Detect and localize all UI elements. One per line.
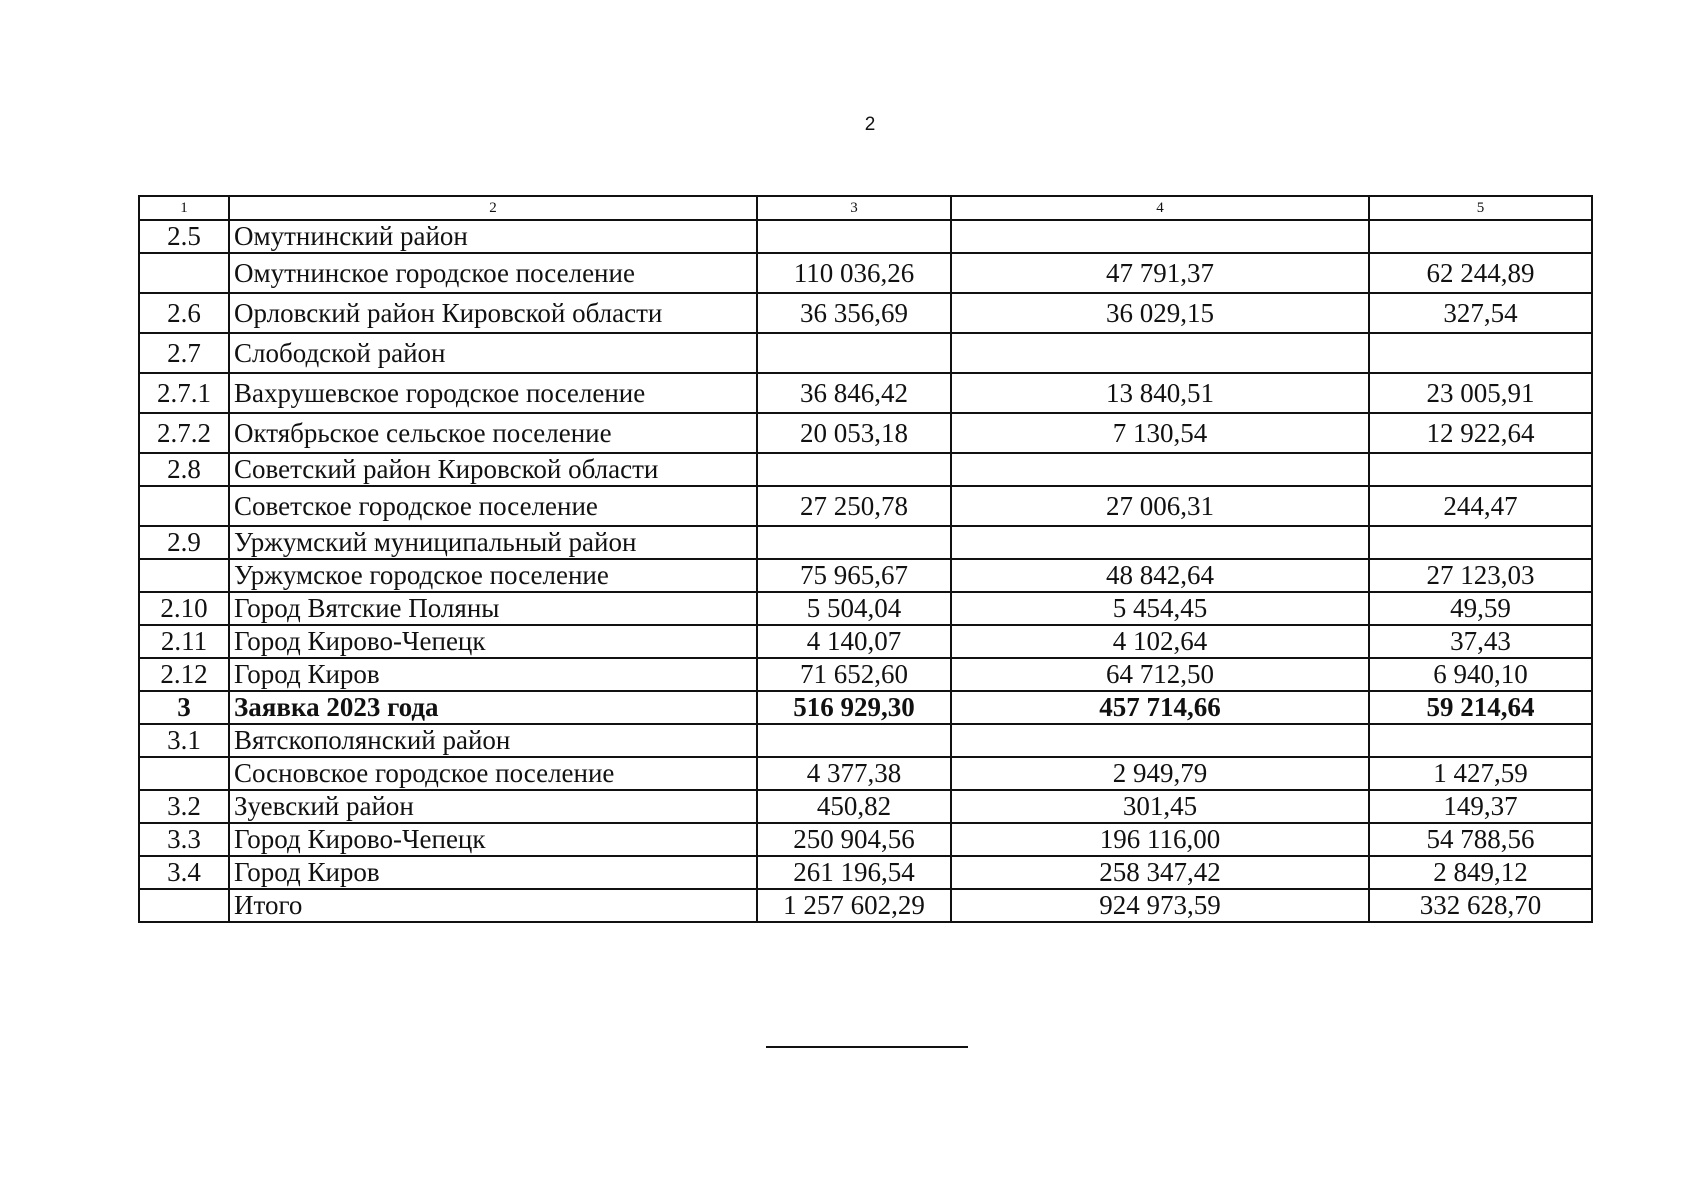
row-number-cell — [139, 889, 229, 922]
row-value-col5: 49,59 — [1369, 592, 1592, 625]
row-value-col4: 27 006,31 — [951, 486, 1369, 526]
data-table — [138, 195, 1593, 923]
row-value-col4 — [951, 333, 1369, 373]
row-name-cell: Вахрушевское городское поселение — [229, 373, 757, 413]
table-row — [139, 823, 1592, 856]
table-row — [139, 889, 1592, 922]
row-value-col5 — [1369, 220, 1592, 253]
row-value-col5: 27 123,03 — [1369, 559, 1592, 592]
row-value-col5: 332 628,70 — [1369, 889, 1592, 922]
row-number-cell: 3.2 — [139, 790, 229, 823]
row-value-col3: 20 053,18 — [757, 413, 951, 453]
row-value-col4: 47 791,37 — [951, 253, 1369, 293]
row-value-col4 — [951, 453, 1369, 486]
bottom-rule — [766, 1046, 968, 1048]
row-value-col5: 59 214,64 — [1369, 691, 1592, 724]
table-row — [139, 333, 1592, 373]
row-value-col4: 4 102,64 — [951, 625, 1369, 658]
row-name-cell: Вятскополянский район — [229, 724, 757, 757]
row-name-cell: Уржумское городское поселение — [229, 559, 757, 592]
row-value-col3 — [757, 220, 951, 253]
row-number-cell: 2.6 — [139, 293, 229, 333]
row-value-col5: 62 244,89 — [1369, 253, 1592, 293]
row-value-col3: 71 652,60 — [757, 658, 951, 691]
row-number-cell: 2.10 — [139, 592, 229, 625]
row-number-cell: 3.3 — [139, 823, 229, 856]
row-number-cell: 3 — [139, 691, 229, 724]
row-value-col4 — [951, 526, 1369, 559]
row-value-col4: 196 116,00 — [951, 823, 1369, 856]
table-row — [139, 453, 1592, 486]
row-value-col5: 54 788,56 — [1369, 823, 1592, 856]
row-number-cell: 2.7.2 — [139, 413, 229, 453]
row-name-cell: Сосновское городское поселение — [229, 757, 757, 790]
header-col-5: 5 — [1369, 196, 1592, 220]
table-row — [139, 220, 1592, 253]
row-value-col3: 4 377,38 — [757, 757, 951, 790]
table-row — [139, 724, 1592, 757]
row-name-cell: Октябрьское сельское поселение — [229, 413, 757, 453]
table-row — [139, 373, 1592, 413]
page-number: 2 — [864, 114, 876, 135]
row-name-cell: Уржумский муниципальный район — [229, 526, 757, 559]
row-name-cell: Город Кирово-Чепецк — [229, 823, 757, 856]
row-value-col3: 75 965,67 — [757, 559, 951, 592]
row-value-col4 — [951, 724, 1369, 757]
row-value-col5: 244,47 — [1369, 486, 1592, 526]
table-row — [139, 526, 1592, 559]
row-value-col3: 5 504,04 — [757, 592, 951, 625]
row-name-cell: Город Киров — [229, 658, 757, 691]
table-row — [139, 691, 1592, 724]
row-value-col3: 36 356,69 — [757, 293, 951, 333]
row-name-cell: Советский район Кировской области — [229, 453, 757, 486]
row-value-col5: 37,43 — [1369, 625, 1592, 658]
table-row — [139, 253, 1592, 293]
row-number-cell: 2.11 — [139, 625, 229, 658]
row-name-cell: Слободской район — [229, 333, 757, 373]
row-value-col5: 6 940,10 — [1369, 658, 1592, 691]
table-row — [139, 757, 1592, 790]
table-row — [139, 856, 1592, 889]
table-body — [139, 220, 1592, 922]
row-value-col4: 2 949,79 — [951, 757, 1369, 790]
row-value-col5: 12 922,64 — [1369, 413, 1592, 453]
header-col-2: 2 — [229, 196, 757, 220]
header-col-4: 4 — [951, 196, 1369, 220]
table-row — [139, 559, 1592, 592]
row-value-col3: 450,82 — [757, 790, 951, 823]
row-value-col4: 5 454,45 — [951, 592, 1369, 625]
row-name-cell: Омутнинское городское поселение — [229, 253, 757, 293]
row-value-col5 — [1369, 453, 1592, 486]
row-number-cell: 2.5 — [139, 220, 229, 253]
table-row — [139, 790, 1592, 823]
row-value-col5 — [1369, 333, 1592, 373]
row-value-col5: 2 849,12 — [1369, 856, 1592, 889]
row-name-cell: Заявка 2023 года — [229, 691, 757, 724]
row-value-col3 — [757, 526, 951, 559]
row-name-cell: Советское городское поселение — [229, 486, 757, 526]
row-name-cell: Город Киров — [229, 856, 757, 889]
row-value-col4: 258 347,42 — [951, 856, 1369, 889]
row-value-col3: 250 904,56 — [757, 823, 951, 856]
table-row — [139, 293, 1592, 333]
table-row — [139, 413, 1592, 453]
row-name-cell: Город Кирово-Чепецк — [229, 625, 757, 658]
row-value-col4: 36 029,15 — [951, 293, 1369, 333]
row-number-cell: 2.7 — [139, 333, 229, 373]
row-value-col4: 924 973,59 — [951, 889, 1369, 922]
row-value-col4: 301,45 — [951, 790, 1369, 823]
row-value-col3 — [757, 724, 951, 757]
row-value-col3: 261 196,54 — [757, 856, 951, 889]
row-number-cell: 2.12 — [139, 658, 229, 691]
row-name-cell: Зуевский район — [229, 790, 757, 823]
row-name-cell: Омутнинский район — [229, 220, 757, 253]
table-row — [139, 592, 1592, 625]
header-col-1: 1 — [139, 196, 229, 220]
row-value-col4 — [951, 220, 1369, 253]
row-value-col5: 23 005,91 — [1369, 373, 1592, 413]
row-value-col5 — [1369, 724, 1592, 757]
row-number-cell — [139, 559, 229, 592]
row-value-col4: 457 714,66 — [951, 691, 1369, 724]
row-value-col3: 36 846,42 — [757, 373, 951, 413]
row-value-col4: 13 840,51 — [951, 373, 1369, 413]
row-name-cell: Итого — [229, 889, 757, 922]
row-name-cell: Орловский район Кировской области — [229, 293, 757, 333]
row-value-col3: 516 929,30 — [757, 691, 951, 724]
row-value-col5 — [1369, 526, 1592, 559]
header-col-3: 3 — [757, 196, 951, 220]
table-header — [139, 196, 1592, 220]
table-row — [139, 658, 1592, 691]
row-value-col3: 110 036,26 — [757, 253, 951, 293]
table-row — [139, 486, 1592, 526]
row-number-cell: 3.1 — [139, 724, 229, 757]
row-value-col5: 1 427,59 — [1369, 757, 1592, 790]
row-value-col3: 27 250,78 — [757, 486, 951, 526]
row-number-cell: 2.8 — [139, 453, 229, 486]
row-name-cell: Город Вятские Поляны — [229, 592, 757, 625]
row-number-cell — [139, 253, 229, 293]
table-row — [139, 625, 1592, 658]
row-number-cell: 2.7.1 — [139, 373, 229, 413]
row-value-col5: 327,54 — [1369, 293, 1592, 333]
row-number-cell — [139, 486, 229, 526]
row-number-cell: 2.9 — [139, 526, 229, 559]
row-number-cell — [139, 757, 229, 790]
row-value-col5: 149,37 — [1369, 790, 1592, 823]
row-number-cell: 3.4 — [139, 856, 229, 889]
header-row — [139, 196, 1592, 220]
row-value-col4: 7 130,54 — [951, 413, 1369, 453]
row-value-col3 — [757, 453, 951, 486]
row-value-col4: 48 842,64 — [951, 559, 1369, 592]
row-value-col3 — [757, 333, 951, 373]
row-value-col3: 4 140,07 — [757, 625, 951, 658]
row-value-col3: 1 257 602,29 — [757, 889, 951, 922]
row-value-col4: 64 712,50 — [951, 658, 1369, 691]
